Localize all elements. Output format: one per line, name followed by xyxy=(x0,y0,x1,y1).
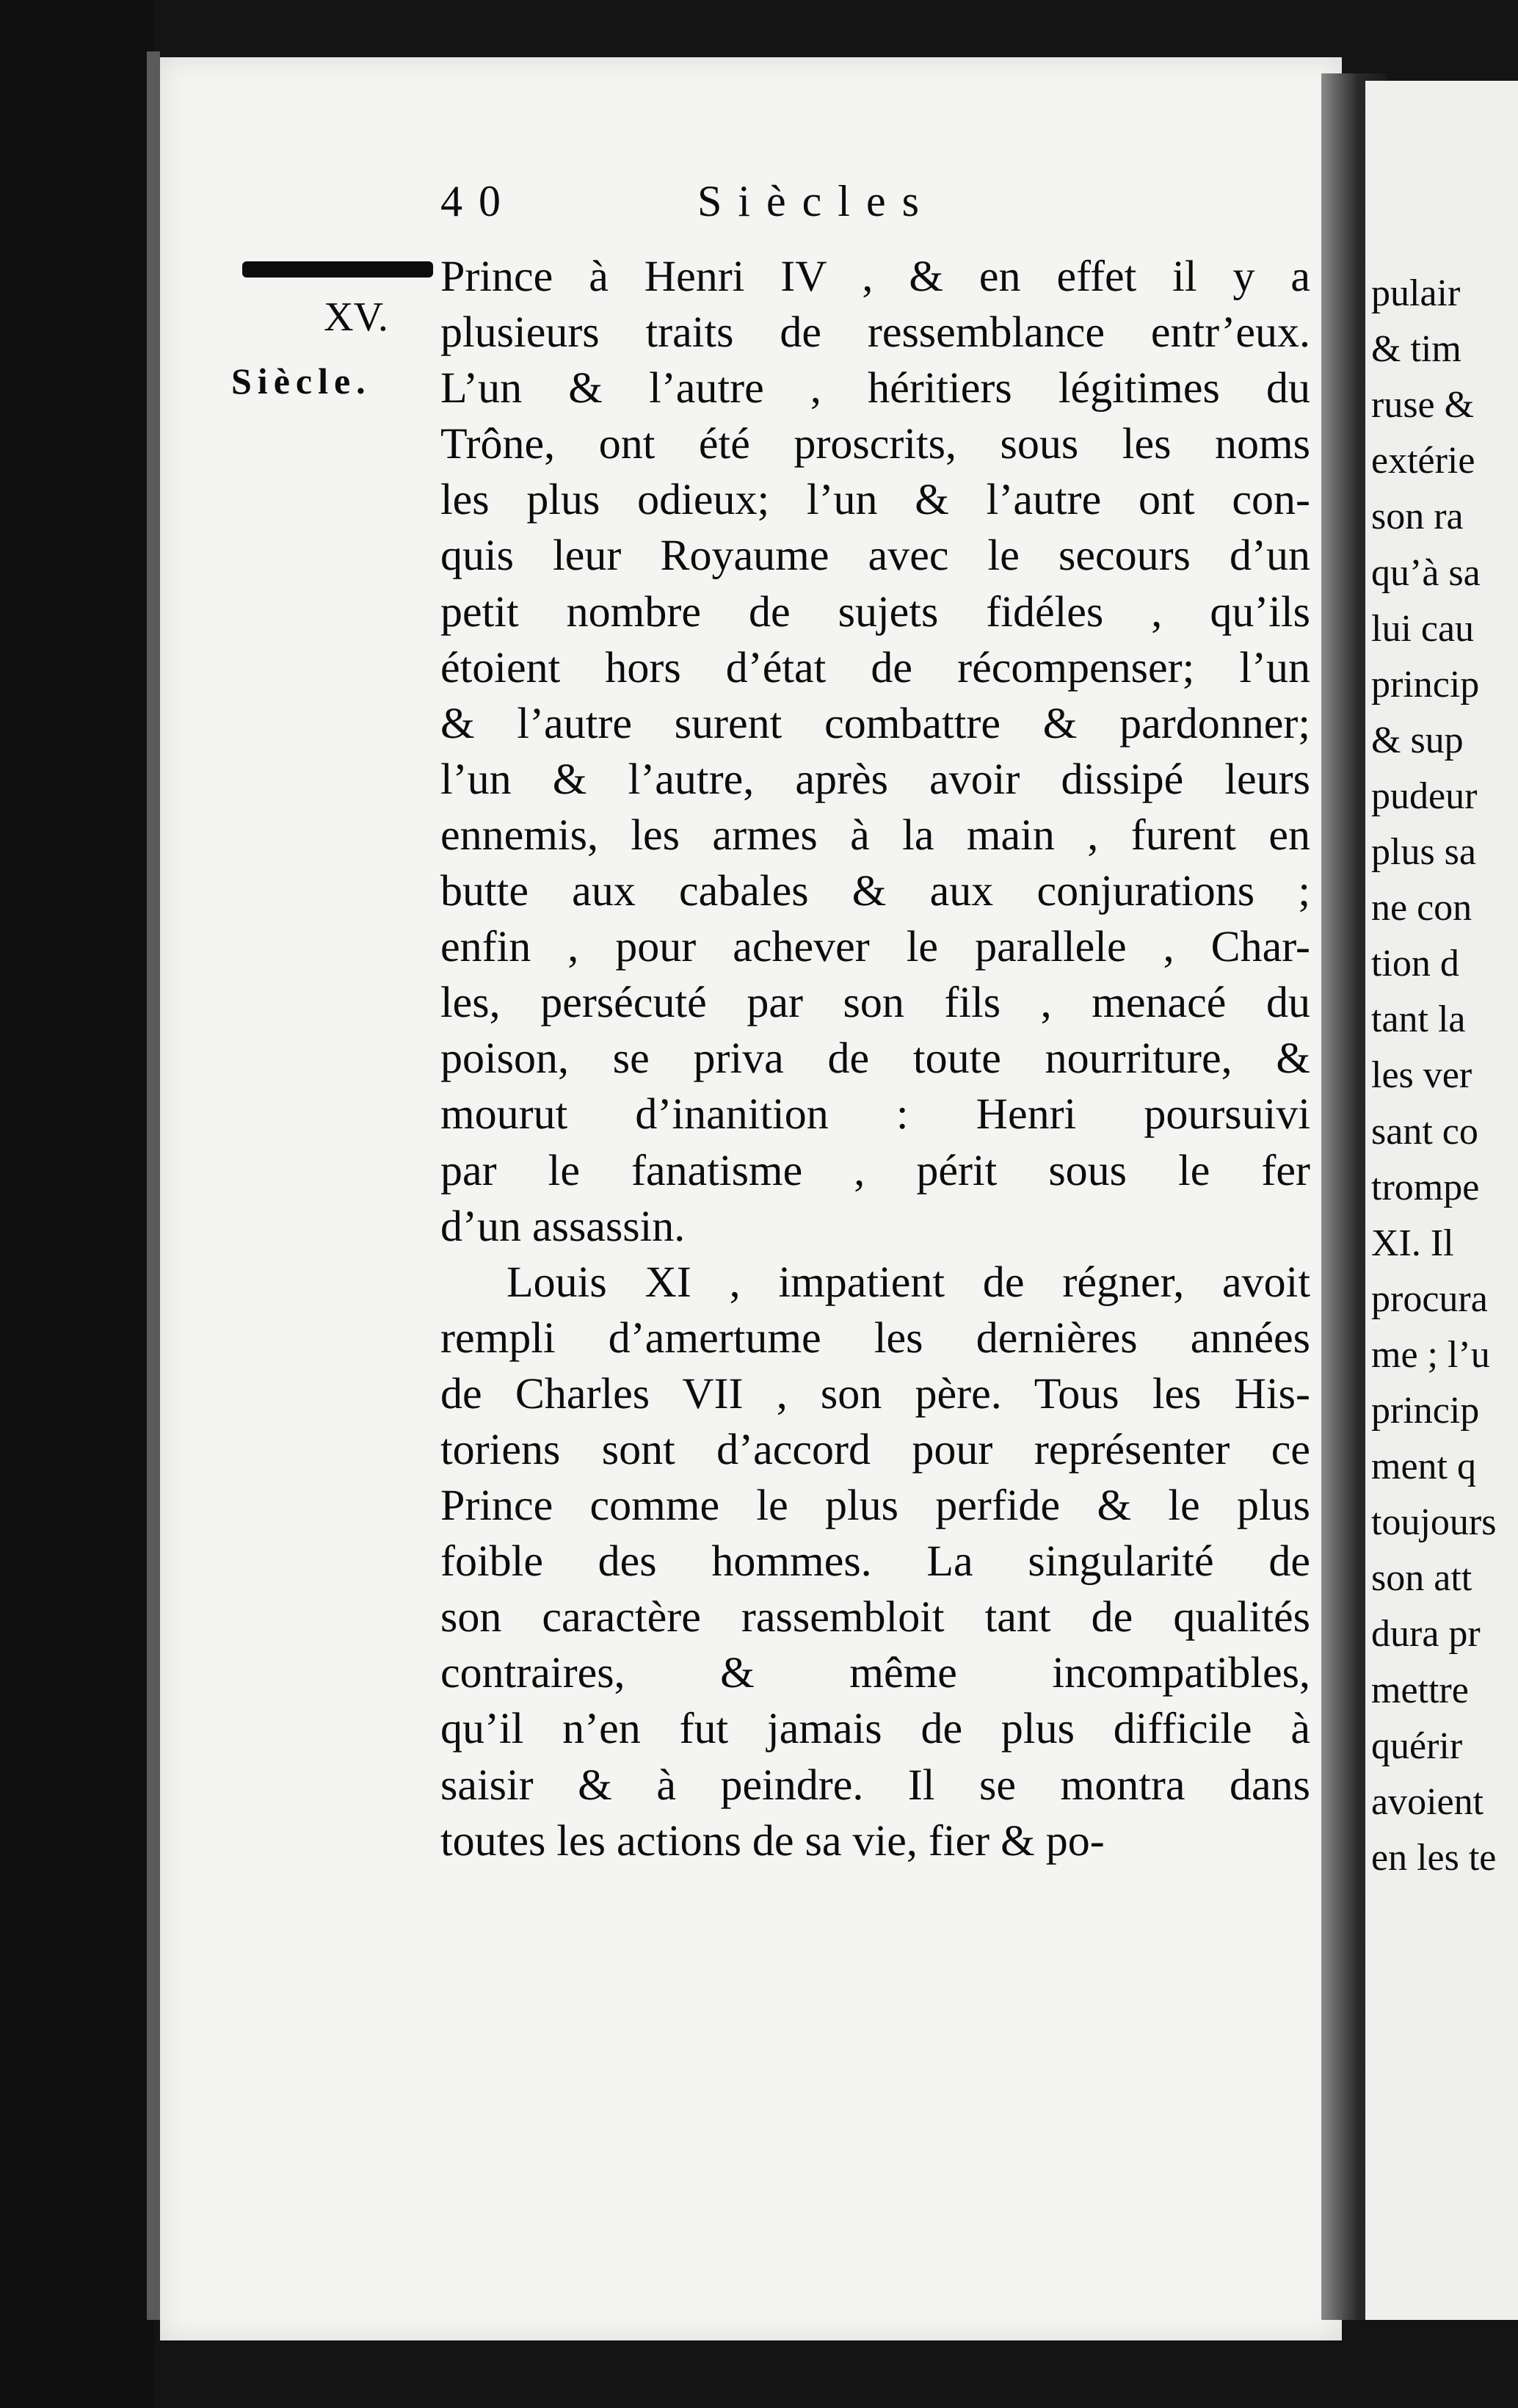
text-line: Prince comme le plus perfide & le plus xyxy=(440,1481,1310,1530)
text-line: les plus odieux; l’un & l’autre ont con- xyxy=(440,475,1310,524)
text-line: butte aux cabales & aux conjurations ; xyxy=(440,866,1310,915)
text-line: poison, se priva de toute nourriture, & xyxy=(440,1034,1310,1083)
text-line: rempli d’amertume les dernières années xyxy=(440,1313,1310,1362)
facing-page-line: tant la xyxy=(1371,998,1466,1041)
text-line: mourut d’inanition : Henri poursuivi xyxy=(440,1089,1310,1139)
left-page-edge xyxy=(0,0,154,2408)
text-line: enfin , pour achever le parallele , Char- xyxy=(440,922,1310,971)
body-text xyxy=(440,248,1310,1868)
text-line: L’un & l’autre , héritiers légitimes du xyxy=(440,363,1310,413)
facing-page-line: son att xyxy=(1371,1557,1472,1600)
margin-century-word: Siècle. xyxy=(231,360,371,402)
facing-page-line: mettre xyxy=(1371,1669,1469,1711)
text-line: de Charles VII , son père. Tous les His- xyxy=(440,1368,1310,1418)
facing-page-line: son ra xyxy=(1371,496,1464,538)
facing-page-line: ment q xyxy=(1371,1446,1476,1488)
facing-page-line: me ; l’u xyxy=(1371,1333,1490,1376)
facing-page-line: plus sa xyxy=(1371,831,1476,873)
text-line: par le fanatisme , périt sous le fer xyxy=(440,1145,1310,1194)
text-line: quis leur Royaume avec le secours d’un xyxy=(440,531,1310,580)
text-line: toutes les actions de sa vie, fier & po- xyxy=(440,1816,1105,1865)
facing-page-line: lui cau xyxy=(1371,607,1475,650)
text-line: étoient hors d’état de récompenser; l’un xyxy=(440,642,1310,692)
margin-century-number: XV. xyxy=(324,294,388,340)
facing-page xyxy=(1365,81,1518,2320)
facing-page-line: ne con xyxy=(1371,887,1472,929)
facing-page-line: en les te xyxy=(1371,1836,1497,1879)
running-head-title: Siècles xyxy=(697,177,935,225)
text-line: toriens sont d’accord pour représenter ce xyxy=(440,1424,1310,1473)
left-page-edge-highlight xyxy=(147,51,160,2320)
facing-page-line: les ver xyxy=(1371,1054,1472,1097)
text-line: l’un & l’autre, après avoir dissipé leurs xyxy=(440,754,1310,803)
facing-page-line: & sup xyxy=(1371,719,1464,761)
facing-page-line: dura pr xyxy=(1371,1613,1481,1656)
facing-page-line: qu’à sa xyxy=(1371,551,1481,594)
facing-page-line: avoient xyxy=(1371,1780,1484,1823)
facing-page-line: sant co xyxy=(1371,1110,1478,1153)
facing-page-line: extérie xyxy=(1371,440,1475,482)
text-line: les, persécuté par son fils , menacé du xyxy=(440,978,1310,1027)
facing-page-line: trompe xyxy=(1371,1166,1480,1208)
facing-page-line: princip xyxy=(1371,1390,1480,1432)
page-number: 40 xyxy=(440,177,517,225)
text-line: foible des hommes. La singularité de xyxy=(440,1537,1310,1586)
facing-page-line: toujours xyxy=(1371,1501,1497,1544)
text-line: d’un assassin. xyxy=(440,1201,686,1250)
text-line: Prince à Henri IV , & en effet il y a xyxy=(440,252,1310,300)
text-line: Trône, ont été proscrits, sous les noms xyxy=(440,419,1310,468)
facing-page-line: tion d xyxy=(1371,943,1459,985)
text-line: petit nombre de sujets fidéles , qu’ils xyxy=(440,587,1310,636)
text-line: contraires, & même incompatibles, xyxy=(440,1648,1310,1697)
text-line: Louis XI , impatient de régner, avoit xyxy=(506,1257,1310,1306)
text-line: plusieurs traits de ressemblance entr’eux. xyxy=(440,308,1310,357)
facing-page-line: pulair xyxy=(1371,272,1461,314)
text-line: & l’autre surent combattre & pardonner; xyxy=(440,698,1310,747)
text-line: ennemis, les armes à la main , furent en xyxy=(440,810,1310,859)
text-line: saisir & à peindre. Il se montra dans xyxy=(440,1760,1310,1809)
facing-page-line: quérir xyxy=(1371,1725,1463,1767)
facing-page-line: princip xyxy=(1371,663,1480,706)
margin-rule-mark xyxy=(242,261,433,278)
facing-page-line: XI. Il xyxy=(1371,1222,1454,1264)
text-line: qu’il n’en fut jamais de plus difficile à xyxy=(440,1704,1310,1753)
facing-page-line: procura xyxy=(1371,1277,1488,1320)
text-line: son caractère rassembloit tant de qualités xyxy=(440,1592,1310,1642)
facing-page-line: ruse & xyxy=(1371,384,1475,427)
facing-page-line: & tim xyxy=(1371,328,1461,371)
facing-page-line: pudeur xyxy=(1371,775,1478,817)
